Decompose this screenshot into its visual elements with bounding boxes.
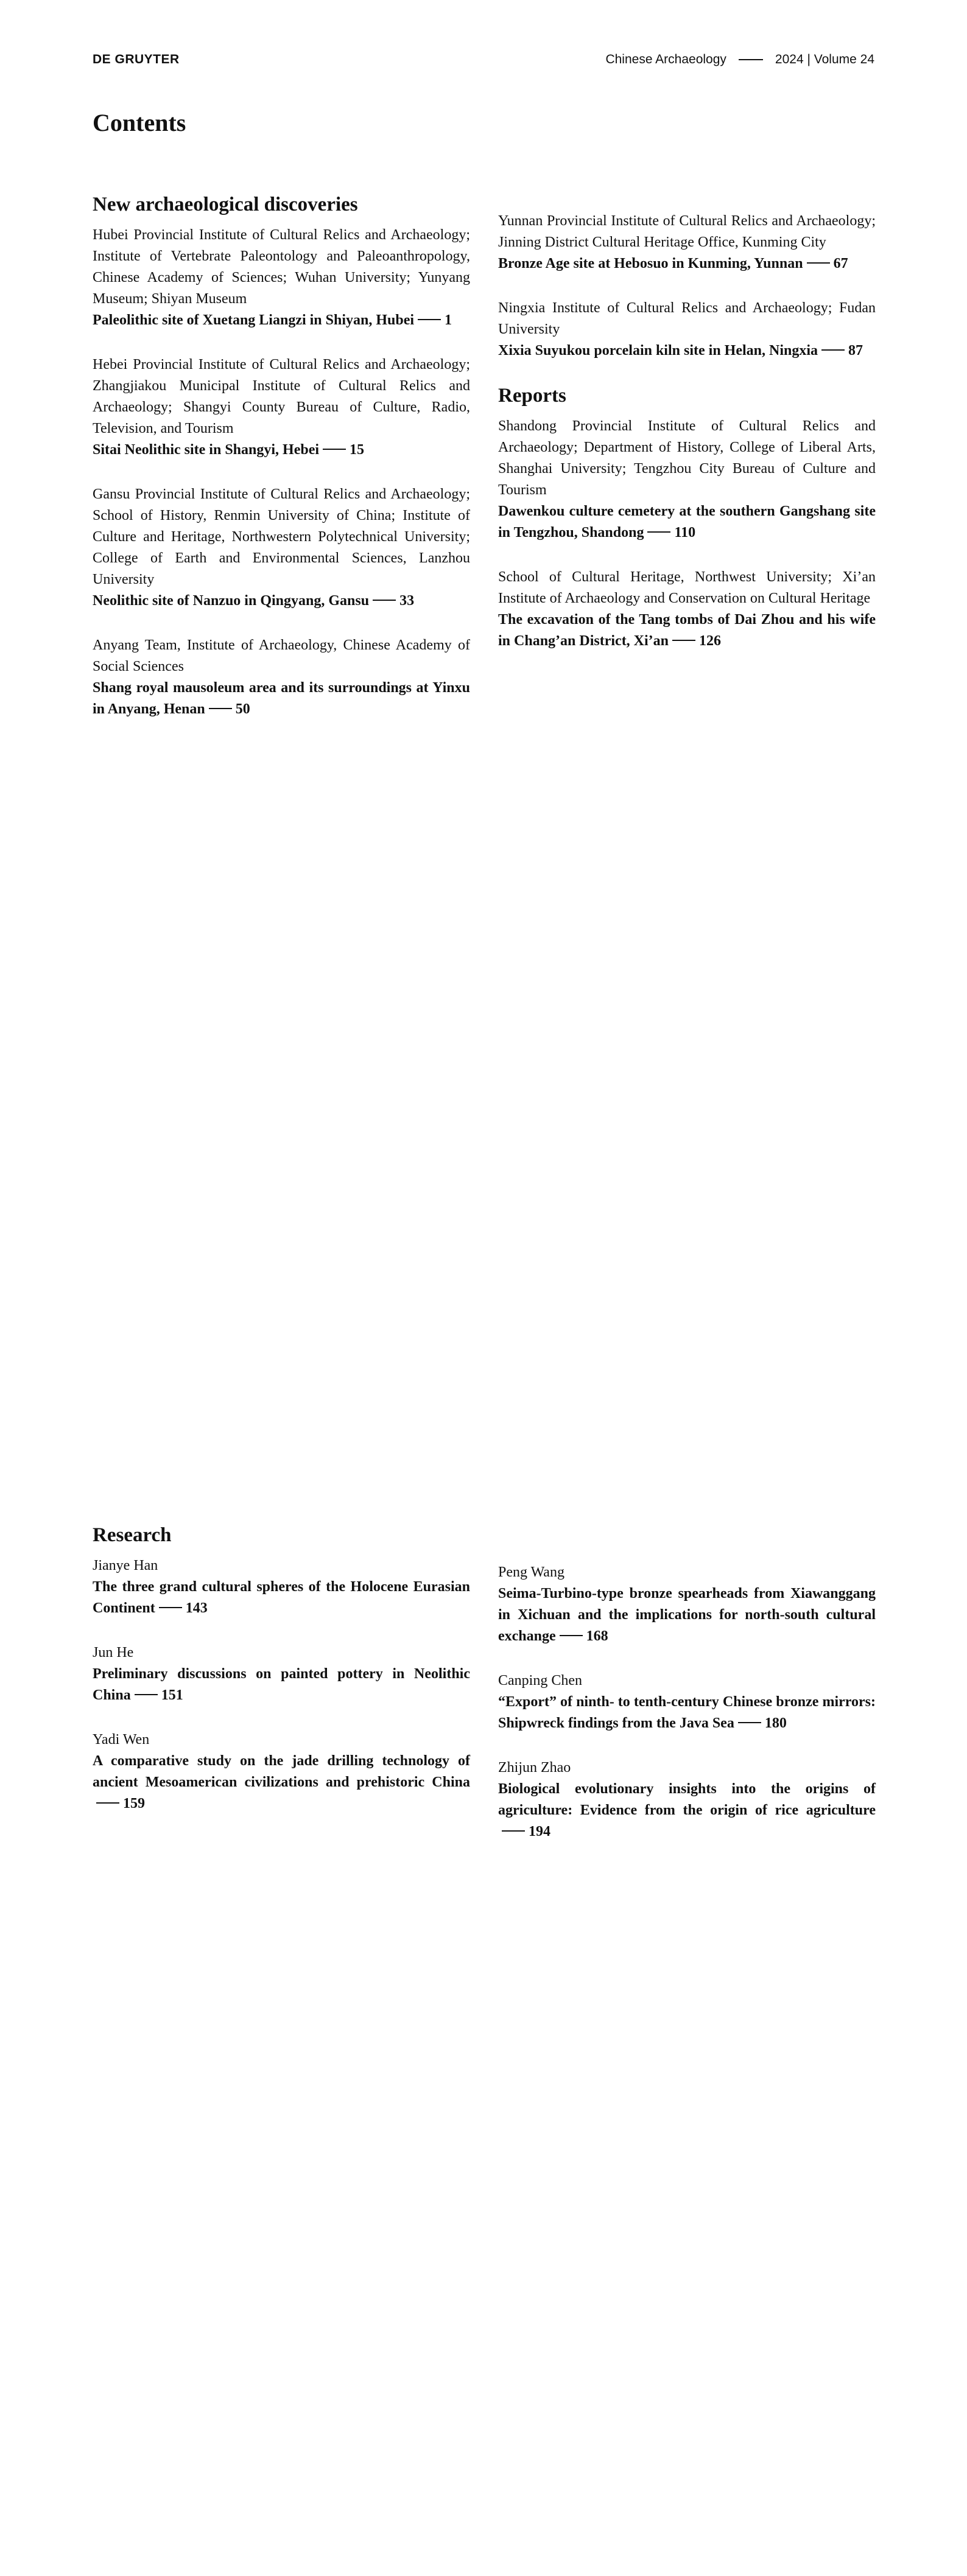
entry-title-line (498, 253, 876, 275)
page-dash (807, 262, 830, 264)
page-dash (159, 1607, 182, 1608)
section-heading-research: Research (93, 1524, 172, 1546)
page-dash (502, 1830, 525, 1832)
toc-entry[interactable] (498, 567, 876, 652)
entry-author: Jianye Han (93, 1558, 158, 1573)
entry-title[interactable]: Preliminary discussions on painted pottery in Neolithic China (93, 1666, 470, 1703)
entry-authors: Yunnan Provincial Institute of Cultural Relics and Archaeology; Jinning District Cultural Heritage Office, Kunming City (498, 213, 876, 250)
entry-title-line (93, 439, 470, 461)
running-head (93, 52, 874, 71)
entry-author: Jun He (93, 1645, 134, 1661)
entry-authors: Shandong Provincial Institute of Cultural Relics and Archaeology; Department of History, College of Liberal Arts, Shanghai University; Tengzhou City Bureau of Culture and Tourism (498, 418, 876, 498)
journal-info (605, 52, 874, 67)
entry-title-line (498, 609, 876, 652)
entry-title[interactable]: Neolithic site of Nanzuo in Qingyang, Gansu (93, 593, 370, 609)
entry-title[interactable]: Shang royal mausoleum area and its surroundings at Yinxu in Anyang, Henan (93, 680, 470, 717)
entry-title[interactable]: Paleolithic site of Xuetang Liangzi in Shiyan, Hubei (93, 312, 415, 328)
entry-title[interactable]: A comparative study on the jade drilling technology of ancient Mesoamerican civilizations and prehistoric China (93, 1753, 470, 1790)
page-dash (560, 1635, 583, 1636)
entry-author: Peng Wang (498, 1564, 564, 1580)
entry-title[interactable]: Dawenkou culture cemetery at the southern Gangshang site in Tengzhou, Shandong (498, 503, 876, 541)
toc-entry[interactable] (93, 1555, 470, 1619)
entry-title-line (498, 1779, 876, 1843)
entry-page[interactable]: 87 (848, 343, 863, 359)
page-dash (135, 1694, 158, 1695)
entry-page[interactable]: 50 (235, 701, 250, 717)
entry-authors: Hebei Provincial Institute of Cultural Relics and Archaeology; Zhangjiakou Municipal Institute of Cultural Relics and Archaeology; Shangyi County Bureau of Culture, Radio, Television, and Tourism (93, 357, 470, 436)
entry-page[interactable]: 110 (674, 525, 696, 541)
page-dash (373, 600, 396, 601)
toc-entry[interactable] (93, 1642, 470, 1706)
entry-title[interactable]: Biological evolutionary insights into the origins of agriculture: Evidence from the origin of rice agriculture (498, 1781, 876, 1818)
entry-title-line (93, 310, 470, 331)
toc-entry[interactable] (93, 354, 470, 461)
toc-entry[interactable] (498, 416, 876, 544)
toc-entry[interactable] (93, 635, 470, 720)
page-dash (738, 1722, 761, 1723)
entry-title-line (498, 1692, 876, 1734)
entry-author: Zhijun Zhao (498, 1760, 571, 1776)
entry-authors: School of Cultural Heritage, Northwest University; Xi’an Institute of Archaeology and Conservation on Cultural Heritage (498, 569, 876, 606)
toc-entry[interactable] (498, 298, 876, 362)
entry-page[interactable]: 33 (399, 593, 415, 609)
entry-author: Canping Chen (498, 1673, 582, 1689)
research-left-column (93, 1524, 470, 1838)
toc-entry[interactable] (93, 1729, 470, 1815)
entry-authors: Anyang Team, Institute of Archaeology, Chinese Academy of Social Sciences (93, 637, 470, 674)
section-heading-discoveries: New archaeological discoveries (93, 194, 358, 215)
entry-title-line (93, 1577, 470, 1619)
entry-authors: Ningxia Institute of Cultural Relics and Archaeology; Fudan University (498, 300, 876, 337)
entry-title-line (93, 590, 470, 612)
entry-title-line (498, 501, 876, 544)
journal-name: Chinese Archaeology (605, 52, 726, 66)
entry-title[interactable]: “Export” of ninth- to tenth-century Chinese bronze mirrors: Shipwreck findings from the Java Sea (498, 1694, 876, 1731)
entry-page[interactable]: 15 (350, 442, 365, 458)
entry-title-line (498, 1583, 876, 1647)
toc-entry[interactable] (498, 1670, 876, 1734)
entry-title-line (93, 1664, 470, 1706)
page-dash (821, 349, 845, 351)
entry-title[interactable]: Xixia Suyukou porcelain kiln site in Helan, Ningxia (498, 343, 818, 359)
toc-entry[interactable] (498, 211, 876, 275)
toc-entry[interactable] (93, 484, 470, 612)
entry-page[interactable]: 126 (699, 633, 722, 649)
entry-page[interactable]: 1 (445, 312, 452, 328)
entry-title[interactable]: Seima-Turbino-type bronze spearheads from Xiawanggang in Xichuan and the implications for north-south cultural exchange (498, 1586, 876, 1644)
toc-entry[interactable] (498, 1562, 876, 1647)
publisher-logo: DE GRUYTER (93, 52, 180, 66)
entry-page[interactable]: 67 (833, 256, 848, 271)
entry-authors: Gansu Provincial Institute of Cultural Relics and Archaeology; School of History, Renmin University of China; Institute of Culture and Heritage, Northwestern Polytechnical University; College of Earth and Environmental Sciences, Lanzhou University (93, 486, 470, 587)
research-right-column (498, 1562, 876, 1866)
entry-page[interactable]: 151 (161, 1687, 183, 1703)
entry-author: Yadi Wen (93, 1732, 150, 1748)
page-title: Contents (93, 109, 186, 136)
entry-title[interactable]: Sitai Neolithic site in Shangyi, Hebei (93, 442, 320, 458)
entry-authors: Hubei Provincial Institute of Cultural Relics and Archaeology; Institute of Vertebrate Paleontology and Paleoanthropology, Chinese Academy of Sciences; Wuhan University; Yunyang Museum; Shiyan Museum (93, 227, 470, 307)
entry-page[interactable]: 143 (185, 1600, 208, 1616)
toc-entry[interactable] (93, 225, 470, 331)
page-dash (647, 531, 670, 533)
entry-title-line (93, 1751, 470, 1815)
discoveries-left-column (93, 194, 470, 743)
issue-info: 2024 | Volume 24 (775, 52, 874, 66)
page-dash (418, 319, 441, 320)
entry-title[interactable]: The three grand cultural spheres of the Holocene Eurasian Continent (93, 1579, 470, 1616)
header-dash (739, 59, 763, 60)
discoveries-right-column (498, 211, 876, 675)
page-dash (209, 708, 232, 709)
page-dash (323, 449, 346, 450)
entry-page[interactable]: 194 (529, 1824, 550, 1839)
page-dash (96, 1802, 119, 1804)
entry-page[interactable]: 180 (764, 1715, 787, 1731)
entry-page[interactable]: 159 (123, 1796, 145, 1811)
entry-title[interactable]: Bronze Age site at Hebosuo in Kunming, Yunnan (498, 256, 803, 271)
page-dash (672, 640, 695, 641)
section-heading-reports: Reports (498, 385, 566, 407)
entry-title-line (498, 340, 876, 362)
entry-title[interactable]: The excavation of the Tang tombs of Dai Zhou and his wife in Chang’an District, Xi’an (498, 612, 876, 649)
entry-title-line (93, 677, 470, 720)
toc-entry[interactable] (498, 1757, 876, 1843)
entry-page[interactable]: 168 (586, 1628, 608, 1644)
